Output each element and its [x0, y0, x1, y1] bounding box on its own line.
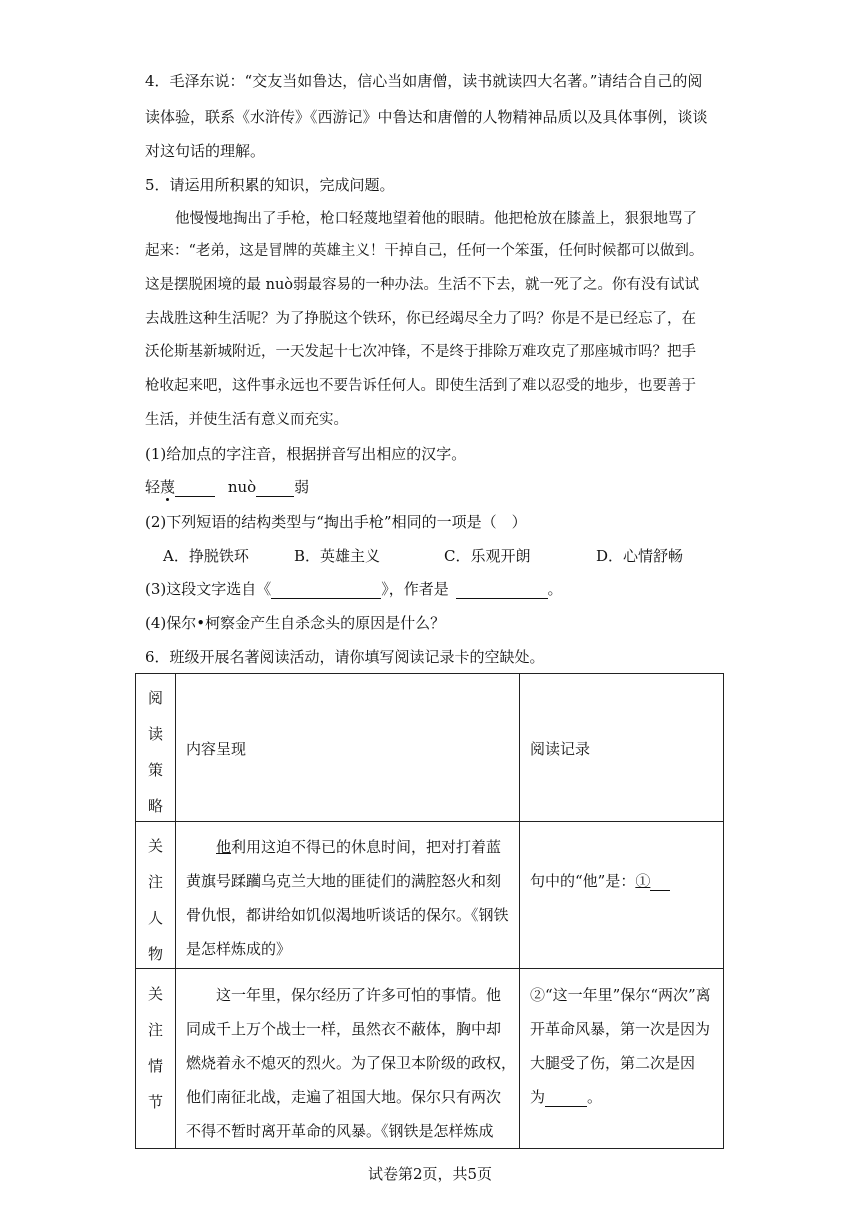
q5-passage-line-7: 生活，并使生活有意义而充实。	[145, 412, 348, 428]
q6-title: 6．班级开展名著阅读活动，请你填写阅读记录卡的空缺处。	[145, 648, 545, 666]
reading-record-table	[135, 673, 724, 1149]
row2-record-line-2: 开革命风暴，第一次是因为	[530, 1020, 711, 1038]
dotted-char: 蔑	[160, 478, 176, 496]
underlined-he: 他	[216, 838, 232, 856]
sub3-middle: 》，作者是	[381, 580, 449, 598]
answer-blank-2[interactable]	[256, 480, 294, 497]
book-title-blank[interactable]	[271, 582, 381, 599]
q5-passage-line-1	[175, 209, 697, 229]
q5-sub3	[145, 579, 563, 599]
q5-title: 5．请运用所积累的知识，完成问题。	[145, 176, 395, 194]
q5-sub1: (1)给加点的字注音，根据拼音写出相应的汉字。	[145, 445, 467, 463]
q5-sub2: (2)下列短语的结构类型与“掏出手枪”相同的一项是（ ）	[145, 513, 527, 531]
header-content: 内容呈现	[186, 740, 247, 758]
row2-record-line-3: 大腿受了伤，第二次是因	[530, 1054, 696, 1072]
row2-content-line-3: 燃烧着永不熄灭的烈火。为了保卫本阶级的政权，	[186, 1054, 517, 1072]
option-a[interactable]: A．挣脱铁环	[163, 547, 249, 565]
row1-content-line-2: 黄旗号蹂躏乌克兰大地的匪徒们的满腔怒火和刻	[186, 872, 502, 890]
sub3-prefix: (3)这段文字选自《	[145, 580, 272, 598]
q5-passage-line-4: 去战胜这种生活呢？为了挣脱这个铁环，你已经竭尽全力了吗？你是不是已经忘了，在	[145, 311, 696, 327]
row2-record-line-1: ②“这一年里”保尔“两次”离	[530, 986, 711, 1004]
answer-blank-he[interactable]	[650, 874, 670, 891]
row2-record-line-4: 为 。	[530, 1088, 603, 1106]
word2-tail: 弱	[294, 478, 310, 496]
row1-content-line-3: 骨仇恨，都讲给如饥似渴地听谈话的保尔。《钢铁	[186, 906, 509, 924]
header-record: 阅读记录	[530, 740, 591, 758]
sub3-end: 。	[547, 580, 563, 598]
row2-content-line-1: 这一年里，保尔经历了许多可怕的事情。他	[216, 986, 502, 1004]
row1-content-line-1: 他利用这迫不得已的休息时间，把对打着蓝	[216, 838, 502, 856]
option-d[interactable]: D．心情舒畅	[596, 547, 684, 565]
option-b[interactable]: B．英雄主义	[294, 547, 381, 565]
author-blank[interactable]	[456, 582, 548, 599]
row2-strategy: 关 注 情 节	[148, 985, 164, 1111]
q5-sub4: (4)保尔•柯察金产生自杀念头的原因是什么？	[145, 614, 446, 632]
answer-blank-circle-1[interactable]: ①	[635, 872, 651, 890]
row1-content-line-4: 是怎样炼成的》	[186, 940, 292, 958]
row2-content-line-4: 他们南征北战，走遍了祖国大地。保尔只有两次	[186, 1088, 502, 1106]
row2-content-line-5: 不得不暂时离开革命的风暴。《钢铁是怎样炼成	[186, 1122, 494, 1140]
word1-prefix: 轻	[145, 478, 161, 496]
q5-sub1-answers	[145, 477, 309, 497]
row2-content-line-2: 同成千上万个战士一样，虽然衣不蔽体，胸中却	[186, 1020, 502, 1038]
answer-blank-1[interactable]	[175, 480, 215, 497]
header-strategy: 阅 读 策 略	[148, 689, 164, 815]
q5-passage-line-3: 这是摆脱困境的最 nuò弱最容易的一种办法。生活不下去，就一死了之。你有没有试试	[145, 277, 700, 293]
option-c[interactable]: C．乐观开朗	[444, 547, 531, 565]
word2-pinyin: nuò	[227, 478, 257, 496]
page-footer: 试卷第2页，共5页	[367, 1165, 493, 1183]
q5-passage-line-2: 起来：“老弟，这是冒牌的英雄主义！干掉自己，任何一个笨蛋，任何时候都可以做到。	[145, 243, 704, 259]
q4-line-2: 读体验，联系《水浒传》《西游记》中鲁达和唐僧的人物精神品质以及具体事例，谈谈	[145, 108, 708, 126]
q5-passage-line-5: 沃伦斯基新城附近，一天发起十七次冲锋，不是终于排除万难攻克了那座城市吗？把手	[145, 344, 696, 360]
row1-strategy: 关 注 人 物	[148, 837, 164, 963]
row1-record: 句中的“他”是：①	[530, 870, 670, 891]
passage-text: 他慢慢地掏出了手枪，枪口轻蔑地望着他的眼睛。他把枪放在膝盖上，狠狠地骂了	[175, 211, 697, 227]
answer-blank-reason[interactable]	[545, 1090, 587, 1107]
q4-line-3: 对这句话的理解。	[145, 142, 266, 160]
q4-line-1: 4．毛泽东说：“交友当如鲁达，信心当如唐僧，读书就读四大名著。”请结合自己的阅	[145, 72, 703, 90]
q5-passage-line-6: 枪收起来吧，这件事永远也不要告诉任何人。即使生活到了难以忍受的地步，也要善于	[145, 378, 696, 394]
